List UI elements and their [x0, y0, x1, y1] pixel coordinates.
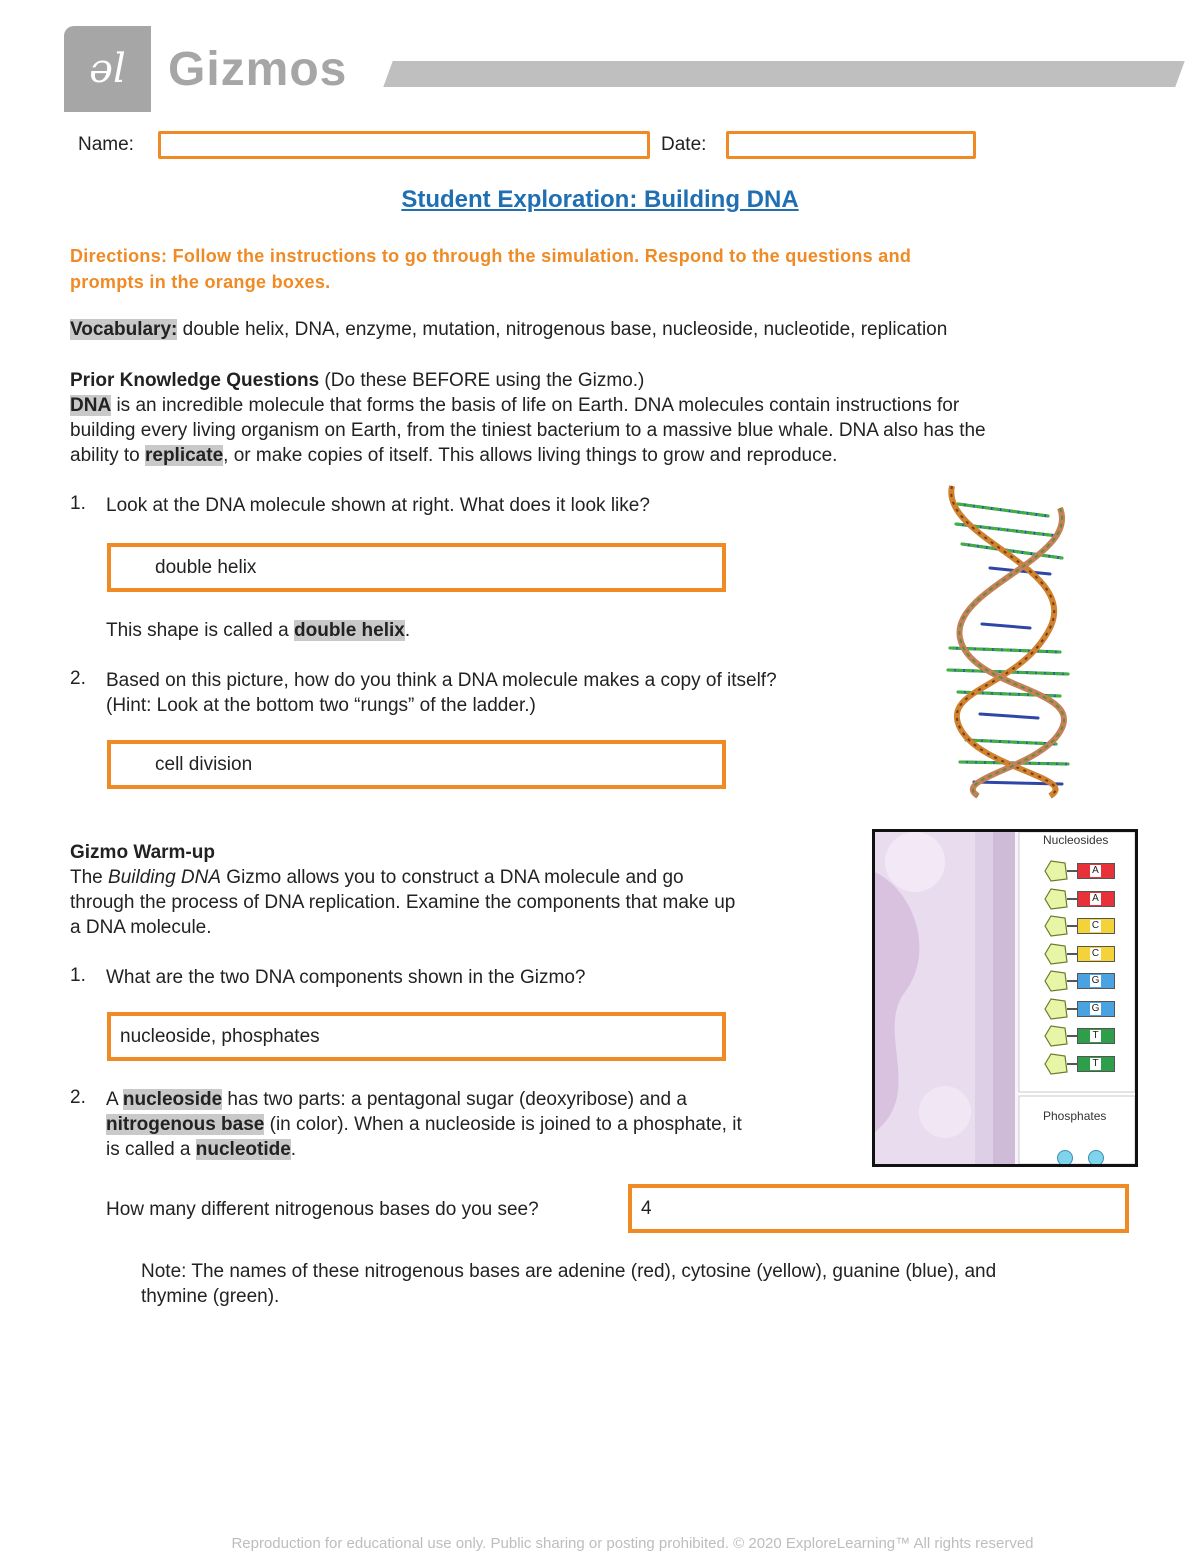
- warmup-line-1-post: Gizmo allows you to construct a DNA molecule and go: [221, 867, 684, 888]
- warmup-q2-text: [106, 1087, 846, 1162]
- bases-question: How many different nitrogenous bases do you see?: [106, 1199, 539, 1220]
- nucleoside-link: [1067, 1063, 1077, 1065]
- nitrogenous-base-c: [1077, 946, 1115, 962]
- prior-q1-number: 1.: [70, 493, 86, 514]
- warmup-gizmo-name: Building DNA: [108, 867, 222, 888]
- dna-double-helix-image: [930, 478, 1090, 800]
- term-nucleotide: nucleotide: [195, 1139, 291, 1160]
- bases-answer: 4: [641, 1197, 652, 1219]
- nucleoside-item[interactable]: [1041, 859, 1121, 883]
- term-nucleoside: nucleoside: [122, 1089, 223, 1110]
- warmup-line-1: [70, 865, 850, 890]
- header-bar: [383, 61, 1184, 87]
- warmup-q2-line-1: [106, 1087, 846, 1112]
- warmup-line-2: through the process of DNA replication. Examine the components that make up: [70, 892, 736, 913]
- phosphate-icon[interactable]: [1057, 1150, 1073, 1166]
- bases-note-line-1: Note: The names of these nitrogenous bases are adenine (red), cytosine (yellow), guanine (blue), and: [141, 1261, 997, 1282]
- vocabulary-label: Vocabulary:: [70, 319, 178, 340]
- directions-line-1: Directions: Follow the instructions to go through the simulation. Respond to the questions and: [70, 246, 912, 266]
- bases-note-line-2: thymine (green).: [141, 1286, 280, 1307]
- prior-q2-line-1: Based on this picture, how do you think a DNA molecule makes a copy of itself?: [106, 670, 777, 691]
- vocabulary-terms: double helix, DNA, enzyme, mutation, nitrogenous base, nucleoside, nucleotide, replication: [177, 319, 948, 340]
- warmup-q2-l3-pre: is called a: [106, 1139, 196, 1160]
- prior-heading-note: (Do these BEFORE using the Gizmo.): [319, 370, 645, 391]
- nucleoside-item[interactable]: [1041, 887, 1121, 911]
- warmup-q2-line-3: [106, 1137, 846, 1162]
- warmup-q1-text: What are the two DNA components shown in the Gizmo?: [106, 967, 586, 988]
- nucleoside-item[interactable]: [1041, 997, 1121, 1021]
- nitrogenous-base-a: [1077, 863, 1115, 879]
- shape-post: .: [404, 620, 411, 641]
- directions-line-2: prompts in the orange boxes.: [70, 272, 331, 292]
- term-replicate: replicate: [144, 445, 224, 466]
- nitrogenous-base-a: [1077, 891, 1115, 907]
- gizmo-phosphates-label: Phosphates: [1043, 1109, 1107, 1123]
- base-letter: C: [1091, 920, 1100, 931]
- nitrogenous-base-t: [1077, 1056, 1115, 1072]
- warmup-q2-line-2: [106, 1112, 846, 1137]
- warmup-heading: Gizmo Warm-up: [70, 842, 215, 863]
- prior-q2-text: [106, 668, 906, 718]
- nitrogenous-base-g: [1077, 1001, 1115, 1017]
- warmup-section: [70, 840, 850, 940]
- shape-pre: This shape is called a: [106, 620, 294, 641]
- base-letter: T: [1090, 1058, 1101, 1070]
- phosphate-icon[interactable]: [1088, 1150, 1104, 1166]
- warmup-q1-number: 1.: [70, 965, 86, 986]
- explorelearning-logo-icon: ǝl: [89, 46, 126, 92]
- prior-q2-answer-box[interactable]: [107, 740, 726, 789]
- nitrogenous-base-c: [1077, 918, 1115, 934]
- nucleoside-link: [1067, 1035, 1077, 1037]
- prior-q2-answer: cell division: [155, 753, 253, 775]
- base-letter: C: [1091, 947, 1100, 959]
- prior-line-1: [70, 393, 1130, 418]
- nucleoside-link: [1067, 925, 1077, 927]
- nucleoside-link: [1067, 870, 1077, 872]
- warmup-q2-l1-post: has two parts: a pentagonal sugar (deoxyribose) and a: [222, 1089, 687, 1110]
- prior-q1-answer-box[interactable]: [107, 543, 726, 592]
- gizmos-logo-text: Gizmos: [168, 43, 348, 96]
- prior-q1-text: Look at the DNA molecule shown at right. What does it look like?: [106, 495, 650, 516]
- prior-q2-line-2: (Hint: Look at the bottom two “rungs” of the ladder.): [106, 695, 536, 716]
- nucleoside-item[interactable]: [1041, 914, 1121, 938]
- nucleoside-link: [1067, 953, 1077, 955]
- prior-line-3: [70, 443, 1130, 468]
- nucleoside-link: [1067, 1008, 1077, 1010]
- warmup-q1-answer-box[interactable]: [107, 1012, 726, 1061]
- prior-heading: Prior Knowledge Questions: [70, 370, 320, 391]
- bases-answer-box[interactable]: [628, 1184, 1129, 1233]
- nucleoside-item[interactable]: [1041, 1052, 1121, 1076]
- nucleoside-link: [1067, 898, 1077, 900]
- directions: [70, 243, 1120, 295]
- gizmo-nucleosides-label: Nucleosides: [1043, 833, 1109, 847]
- date-field[interactable]: [726, 131, 976, 159]
- vocabulary: [70, 317, 1150, 342]
- warmup-line-1-pre: The: [70, 867, 109, 888]
- prior-line-3-post: , or make copies of itself. This allows living things to grow and reproduce.: [223, 445, 838, 466]
- nitrogenous-base-t: [1077, 1028, 1115, 1044]
- shape-sentence: [106, 618, 410, 643]
- nucleoside-item[interactable]: [1041, 942, 1121, 966]
- nucleoside-item[interactable]: [1041, 969, 1121, 993]
- warmup-q2-l2-post: (in color). When a nucleoside is joined to a phosphate, it: [264, 1114, 742, 1135]
- gizmo-screenshot: [872, 829, 1138, 1167]
- nitrogenous-base-g: [1077, 973, 1115, 989]
- warmup-q1-answer: nucleoside, phosphates: [120, 1025, 320, 1047]
- name-label: Name:: [78, 134, 134, 155]
- prior-q1-answer: double helix: [155, 556, 257, 578]
- base-letter: G: [1091, 1002, 1100, 1014]
- warmup-q2-l1-pre: A: [106, 1089, 123, 1110]
- prior-line-1-text: is an incredible molecule that forms the basis of life on Earth. DNA molecules contain instructions for: [111, 395, 960, 416]
- prior-heading-line: [70, 368, 1130, 393]
- nucleoside-link: [1067, 980, 1077, 982]
- footer-copyright: Reproduction for educational use only. Public sharing or posting prohibited. © 2020 ExploreLearning™ All rights reserved: [231, 1535, 1034, 1552]
- base-letter: A: [1090, 893, 1101, 905]
- base-letter: G: [1091, 975, 1100, 986]
- warmup-line-3: a DNA molecule.: [70, 917, 212, 938]
- term-dna: DNA: [70, 395, 112, 416]
- term-nitrogenous-base: nitrogenous base: [106, 1114, 265, 1135]
- bases-note: [141, 1259, 1141, 1309]
- warmup-q2-l3-post: .: [290, 1139, 297, 1160]
- warmup-q2-number: 2.: [70, 1087, 86, 1108]
- prior-line-3-pre: ability to: [70, 445, 145, 466]
- page-title: Student Exploration: Building DNA: [401, 186, 799, 213]
- prior-line-2: building every living organism on Earth, from the tiniest bacterium to a massive blue whale. DNA also has the: [70, 420, 986, 441]
- name-field[interactable]: [158, 131, 650, 159]
- base-letter: A: [1090, 865, 1101, 877]
- base-letter: T: [1090, 1030, 1101, 1042]
- prior-q2-number: 2.: [70, 668, 86, 689]
- prior-knowledge-section: [70, 368, 1130, 468]
- date-label: Date:: [661, 134, 707, 155]
- term-double-helix: double helix: [294, 620, 405, 641]
- nucleoside-item[interactable]: [1041, 1024, 1121, 1048]
